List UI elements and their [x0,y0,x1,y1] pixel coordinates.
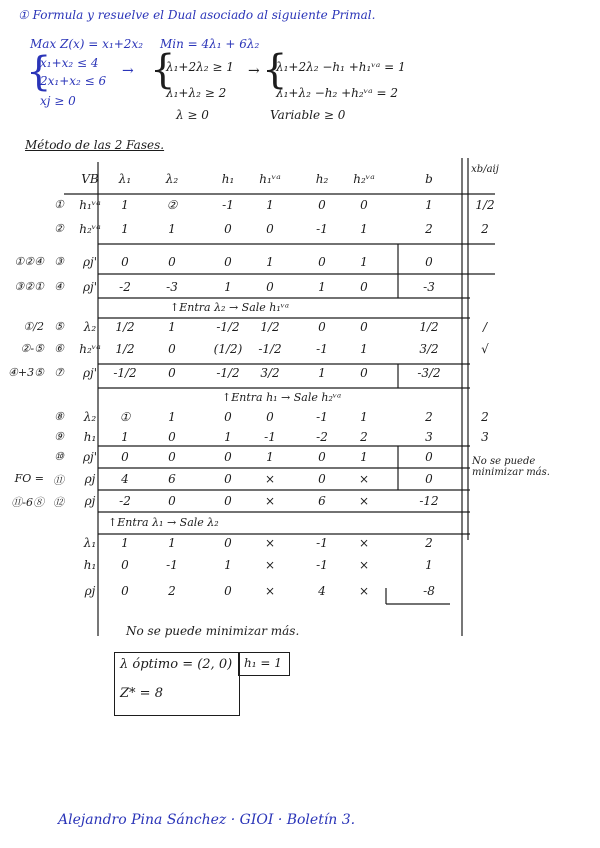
column-header: h₁ [221,172,235,186]
table-cell: -1 [316,342,328,356]
basic-variable: ρj [84,494,96,508]
row-number: ⑨ [54,430,64,443]
table-cell: × [264,558,276,572]
ratio-cell: 2 [481,410,489,424]
problem-statement: ① Formula y resuelve el Dual asociado al siguiente Primal. [18,8,376,22]
table-cell: 1 [168,320,176,334]
table-cell: -2 [119,280,131,294]
row-number: ⑦ [54,366,64,379]
row-number: ⑧ [54,410,64,423]
table-cell: 1 [266,255,274,269]
dual-constraint-2: λ₁+λ₂ ≥ 2 [166,86,227,100]
table-cell: 2 [425,410,433,424]
lambda-optimum: λ óptimo = (2, 0) [120,657,233,672]
dual-objective: Min = 4λ₁ + 6λ₂ [160,37,260,51]
table-cell: 3 [425,430,433,444]
row-number: ③ [54,255,64,268]
table-cell: 0 [224,494,232,508]
table-cell: 1 [121,430,129,444]
table-cell: 0 [425,255,433,269]
table-cell: 0 [318,198,326,212]
table-cell: 1 [360,450,368,464]
table-cell: -3 [423,280,435,294]
table-cell: 0 [224,536,232,550]
table-cell: -1 [264,430,276,444]
table-cell: 1/2 [115,342,135,356]
dual-constraint-1: λ₁+2λ₂ ≥ 1 [166,60,234,74]
column-header: xb/aij [471,164,499,175]
table-cell: 3/2 [260,366,280,380]
dual-constraint-3: λ ≥ 0 [176,108,209,122]
table-cell: 0 [318,255,326,269]
basic-variable: ρj [84,584,96,598]
basic-variable: ρj' [82,255,98,269]
primal-objective: Max Z(x) = x₁+2x₂ [30,37,144,51]
table-cell: 1 [360,255,368,269]
table-cell: 6 [318,494,326,508]
basic-variable: λ₂ [83,410,97,424]
table-cell: 0 [224,584,232,598]
ratio-cell: 2 [481,222,489,236]
basic-variable: λ₂ [83,320,97,334]
basic-variable: ρj' [82,280,98,294]
standard-brace: { [262,47,288,93]
table-cell: (1/2) [213,342,243,356]
table-cell: 0 [224,255,232,269]
table-cell: 1 [318,280,326,294]
table-cell: 1 [121,222,129,236]
table-cell: 1 [360,222,368,236]
table-cell: -1/2 [216,366,240,380]
pivot-note-3: ↑Entra λ₁ → Sale λ₂ [108,516,219,529]
table-cell: 1 [168,410,176,424]
dual-brace: { [150,47,176,93]
table-cell: 0 [224,472,232,486]
author-signature: Alejandro Pina Sánchez · GIOI · Boletín 3. [58,812,356,828]
table-cell: 0 [168,255,176,269]
row-operation-label: FO = [14,472,44,485]
basic-variable: ρj [84,472,96,486]
table-cell: 1 [360,410,368,424]
table-cell: 0 [266,410,274,424]
table-cell: 1 [168,222,176,236]
ratio-cell: 1/2 [475,198,495,212]
pivot-note-2: ↑Entra h₁ → Sale h₂ᵛᵃ [222,391,342,404]
table-cell: 1 [224,430,232,444]
table-cell: 6 [168,472,176,486]
row-operation-label: ②-⑤ [20,342,44,355]
method-title: Método de las 2 Fases. [25,138,165,152]
table-cell: -2 [119,494,131,508]
table-cell: × [264,494,276,508]
table-cell: 2 [425,536,433,550]
table-cell: -1 [166,558,178,572]
table-cell: 0 [121,584,129,598]
table-cell: 1 [360,342,368,356]
table-cell: 4 [121,472,129,486]
ratio-cell: / [482,320,488,334]
table-cell: 4 [318,584,326,598]
table-cell: 0 [360,198,368,212]
table-cell: × [264,472,276,486]
table-cell: 0 [168,430,176,444]
table-cell: 0 [121,255,129,269]
table-cell: -1 [222,198,234,212]
row-number: ② [54,222,64,235]
basic-variable: h₁ᵛᵃ [79,198,101,212]
table-cell: -1/2 [216,320,240,334]
table-cell: 1 [168,536,176,550]
row-operation-label: ③②① [14,280,44,293]
table-cell: 0 [360,366,368,380]
row-number: ⑩ [54,450,64,463]
table-cell: -1 [316,558,328,572]
table-cell: 1 [224,280,232,294]
basic-variable: ρj' [82,366,98,380]
table-cell: 1 [318,366,326,380]
table-cell: -3/2 [417,366,441,380]
column-header: λ₁ [118,172,132,186]
table-cell: × [358,536,370,550]
primal-brace: { [26,49,52,95]
row-number: ① [54,198,64,211]
row-number: ⑪ [53,474,64,487]
table-cell: 0 [318,450,326,464]
table-cell: 2 [168,584,176,598]
column-header: VB [81,172,99,186]
table-cell: -1 [316,536,328,550]
column-header: h₂ᵛᵃ [353,172,375,186]
basic-variable: h₂ᵛᵃ [79,222,101,236]
table-cell: × [264,536,276,550]
slack-value: h₁ = 1 [244,656,282,670]
primal-constraint-1: x₁+x₂ ≤ 4 [40,56,99,70]
basic-variable: ρj' [82,450,98,464]
primal-constraint-2: 2x₁+x₂ ≤ 6 [40,74,107,88]
table-cell: 0 [266,280,274,294]
table-cell: × [358,494,370,508]
table-cell: ② [166,198,178,212]
table-cell: 0 [318,472,326,486]
table-cell: 0 [425,472,433,486]
variable-nonneg-note: Variable ≥ 0 [270,108,346,122]
table-cell: 0 [168,342,176,356]
row-operation-label: ①②④ [14,255,44,268]
table-cell: × [358,584,370,598]
table-cell: -12 [419,494,439,508]
table-cell: -1 [316,222,328,236]
standard-constraint-1: λ₁+2λ₂ −h₁ +h₁ᵛᵃ = 1 [276,60,406,74]
table-cell: 1 [266,198,274,212]
table-cell: 1 [224,558,232,572]
table-cell: 0 [224,222,232,236]
row-number: ⑤ [54,320,64,333]
table-cell: 0 [266,222,274,236]
table-cell: 0 [168,366,176,380]
table-cell: 1 [425,558,433,572]
table-cell: 0 [360,280,368,294]
table-cell: 0 [360,320,368,334]
arrow-2: → [248,63,260,79]
table-cell: -1 [316,410,328,424]
row-operation-label: ⑪-6⑧ [11,496,44,509]
primal-constraint-3: xj ≥ 0 [40,94,76,108]
table-cell: 1 [121,536,129,550]
table-cell: × [358,558,370,572]
basic-variable: h₂ᵛᵃ [79,342,101,356]
basic-variable: h₁ [83,430,97,444]
table-cell: 0 [425,450,433,464]
table-cell: 0 [318,320,326,334]
table-cell: ① [119,410,131,424]
pivot-note-1: ↑Entra λ₂ → Sale h₁ᵛᵃ [170,301,289,314]
z-optimum: Z* = 8 [120,686,163,701]
basic-variable: h₁ [83,558,97,572]
arrow-1: → [122,63,134,79]
side-note: No se puede minimizar más. [472,456,550,478]
table-cell: 1/2 [260,320,280,334]
table-cell: -8 [423,584,435,598]
ratio-cell: 3 [481,430,489,444]
table-cell: -1/2 [113,366,137,380]
column-header: b [425,172,433,186]
table-cell: 2 [425,222,433,236]
column-header: λ₂ [165,172,179,186]
ratio-cell: √ [481,342,489,356]
row-number: ⑥ [54,342,64,355]
column-header: h₁ᵛᵃ [259,172,281,186]
table-cell: 1/2 [419,320,439,334]
table-cell: 0 [121,558,129,572]
table-cell: 1 [121,198,129,212]
table-cell: 0 [224,450,232,464]
table-cell: 0 [121,450,129,464]
final-note: No se puede minimizar más. [126,624,300,638]
table-cell: × [358,472,370,486]
table-cell: 1 [266,450,274,464]
table-cell: 1/2 [115,320,135,334]
table-cell: 3/2 [419,342,439,356]
basic-variable: λ₁ [83,536,97,550]
table-cell: -2 [316,430,328,444]
row-number: ⑫ [53,496,64,509]
standard-constraint-2: λ₁+λ₂ −h₂ +h₂ᵛᵃ = 2 [276,86,398,100]
table-cell: 0 [168,494,176,508]
table-cell: -3 [166,280,178,294]
table-cell: -1/2 [258,342,282,356]
column-header: h₂ [315,172,329,186]
table-cell: × [264,584,276,598]
table-cell: 1 [425,198,433,212]
row-operation-label: ①/2 [23,320,44,333]
table-cell: 2 [360,430,368,444]
row-operation-label: ④+3⑤ [8,366,44,379]
table-cell: 0 [168,450,176,464]
table-cell: 0 [224,410,232,424]
row-number: ④ [54,280,64,293]
